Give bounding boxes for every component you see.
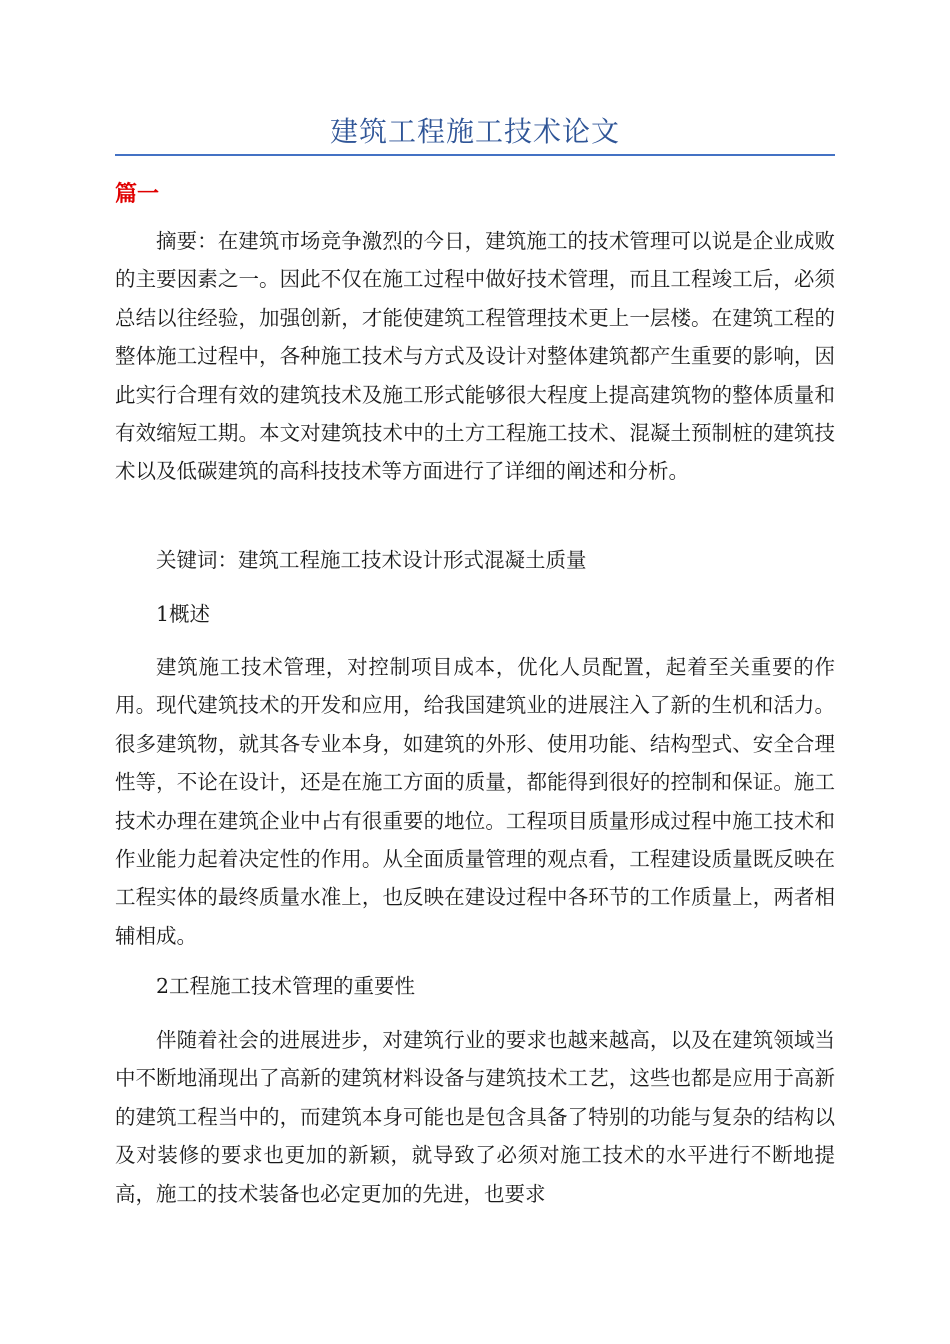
document-title: 建筑工程施工技术论文 <box>329 115 620 148</box>
keywords-paragraph: 关键词：建筑工程施工技术设计形式混凝土质量 <box>156 548 587 572</box>
overview-paragraph: 建筑施工技术管理，对控制项目成本，优化人员配置，起着至关重要的作用。现代建筑技术的开发和应用，给我国建筑业的进展注入了新的生机和活力。很多建筑物，就其各专业本身，如建筑的外形、使用功能、结构型式、安全合理性等，不论在设计，还是在施工方面的质量，都能得到很好的控制和保证。施工技术办理在建筑企业中占有很重要的地位。工程项目质量形成过程中施工技术和作业能力起着决定性的作用。从全面质量管理的观点看，工程建设质量既反映在工程实体的最终质量水准上，也反映在建设过程中各环节的工作质量上，两者相辅相成。 <box>115 655 835 948</box>
heading-importance: 2工程施工技术管理的重要性 <box>156 974 416 998</box>
section-label: 篇一 <box>115 182 160 207</box>
heading-overview: 1概述 <box>156 602 211 626</box>
importance-paragraph: 伴随着社会的进展进步，对建筑行业的要求也越来越高，以及在建筑领域当中不断地涌现出了高新的建筑材料设备与建筑技术工艺，这些也都是应用于高新的建筑工程当中的，而建筑本身可能也是包含具备了特别的功能与复杂的结构以及对装修的要求也更加的新颖，就导致了必须对施工技术的水平进行不断地提高，施工的技术装备也必定更加的先进，也要求 <box>115 1028 835 1206</box>
title-underline <box>115 154 835 156</box>
abstract-paragraph: 摘要：在建筑市场竞争激烈的今日，建筑施工的技术管理可以说是企业成败的主要因素之一。因此不仅在施工过程中做好技术管理，而且工程竣工后，必须总结以往经验，加强创新，才能使建筑工程管理技术更上一层楼。在建筑工程的整体施工过程中，各种施工技术与方式及设计对整体建筑都产生重要的影响，因此实行合理有效的建筑技术及施工形式能够很大程度上提高建筑物的整体质量和有效缩短工期。本文对建筑技术中的土方工程施工技术、混凝土预制桩的建筑技术以及低碳建筑的高科技技术等方面进行了详细的阐述和分析。 <box>115 229 835 484</box>
